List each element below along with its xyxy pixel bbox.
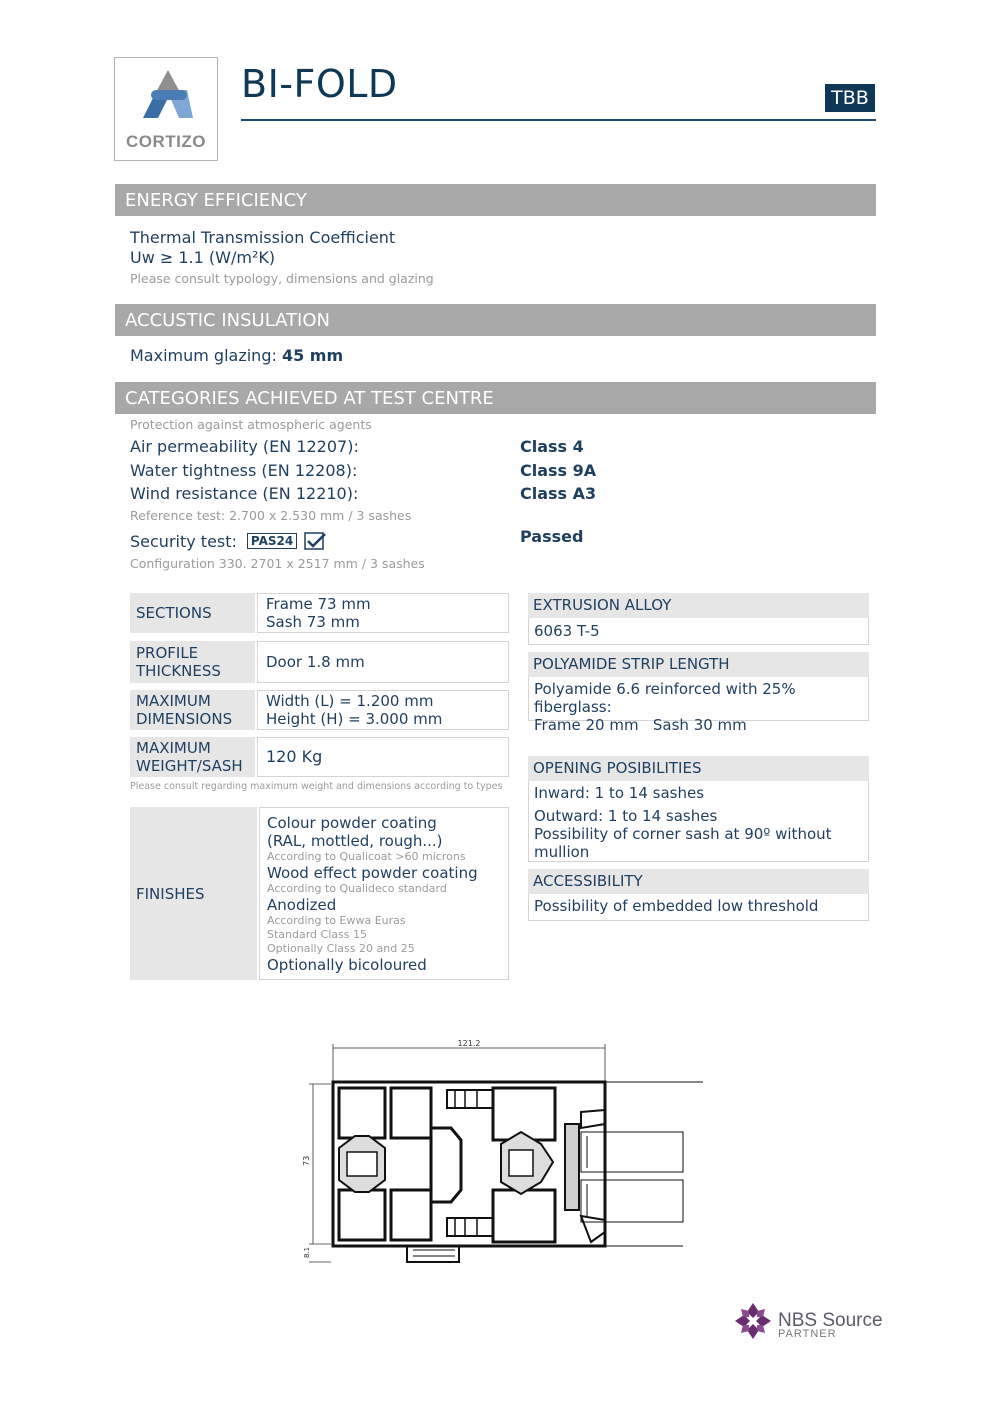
acoustic-label: Maximum glazing: — [130, 346, 282, 365]
reference-test: Reference test: 2.700 x 2.530 mm / 3 sashes — [130, 508, 412, 523]
opening-heading: OPENING POSIBILITIES — [528, 756, 869, 781]
wind-resistance-value: Class A3 — [520, 484, 597, 503]
accessibility-value: Possibility of embedded low threshold — [528, 894, 869, 921]
energy-heading: ENERGY EFFICIENCY — [115, 184, 876, 216]
max-dimensions-value: Width (L) = 1.200 mm Height (H) = 3.000 mm — [257, 690, 509, 730]
specs-note: Please consult regarding maximum weight and dimensions according to types — [130, 781, 503, 792]
logo-text: CORTIZO — [126, 132, 206, 151]
energy-note: Please consult typology, dimensions and glazing — [130, 271, 434, 286]
polyamide-heading: POLYAMIDE STRIP LENGTH — [528, 652, 869, 677]
dim-small: 8.1 — [303, 1246, 311, 1258]
max-dimensions-label: MAXIMUM DIMENSIONS — [130, 690, 255, 730]
acoustic-heading: ACCUSTIC INSULATION — [115, 304, 876, 336]
dim-width: 121.2 — [457, 1039, 481, 1048]
security-test-row — [130, 532, 326, 551]
acoustic-line — [130, 346, 343, 365]
water-tightness-label: Water tightness (EN 12208): — [130, 461, 358, 480]
categories-heading: CATEGORIES ACHIEVED AT TEST CENTRE — [115, 382, 876, 414]
security-value: Passed — [520, 527, 584, 546]
accessibility-heading: ACCESSIBILITY — [528, 869, 869, 894]
configuration-note: Configuration 330. 2701 x 2517 mm / 3 sashes — [130, 556, 425, 571]
cortizo-logo-icon — [141, 68, 195, 124]
polyamide-value: Polyamide 6.6 reinforced with 25% fiberglass: Frame 20 mm Sash 30 mm — [528, 677, 869, 721]
air-permeability-value: Class 4 — [520, 437, 584, 456]
checkmark-icon — [304, 532, 326, 550]
sections-label: SECTIONS — [130, 593, 255, 633]
finishes-label: FINISHES — [130, 807, 257, 980]
partner-label: PARTNER — [778, 1328, 837, 1340]
pas24-badge: PAS24 — [247, 533, 297, 549]
energy-label: Thermal Transmission Coefficient — [130, 228, 396, 247]
partner-name: NBS Source — [778, 1310, 883, 1331]
categories-note: Protection against atmospheric agents — [130, 417, 372, 432]
max-weight-value: 120 Kg — [257, 737, 509, 777]
alloy-value: 6063 T-5 — [528, 618, 869, 645]
profile-thickness-label: PROFILE THICKNESS — [130, 641, 255, 683]
dim-height: 73 — [302, 1155, 311, 1166]
sections-value: Frame 73 mm Sash 73 mm — [257, 593, 509, 633]
tbb-badge: TBB — [825, 84, 875, 112]
profile-thickness-value: Door 1.8 mm — [257, 641, 509, 683]
finishes-value: Colour powder coating (RAL, mottled, rough...) According to Qualicoat >60 microns Wood effect powder coating According to Qualideco standard Anodized According to Ewwa Euras Standard Class 15 Optionally Class 20 and 25 Optionally bicoloured — [259, 807, 509, 980]
opening-value: Inward: 1 to 14 sashes Outward: 1 to 14 sashes Possibility of corner sash at 90º without mullion — [528, 781, 869, 862]
water-tightness-value: Class 9A — [520, 461, 597, 480]
logo — [114, 57, 218, 161]
nbs-logo-icon — [734, 1302, 772, 1340]
page-title: BI-FOLD — [241, 62, 398, 106]
max-weight-label: MAXIMUM WEIGHT/SASH — [130, 737, 255, 777]
acoustic-value: 45 mm — [281, 346, 344, 365]
energy-value: Uw ≥ 1.1 (W/m²K) — [130, 248, 276, 267]
air-permeability-label: Air permeability (EN 12207): — [130, 437, 359, 456]
alloy-heading: EXTRUSION ALLOY — [528, 593, 869, 618]
security-label: Security test: — [130, 532, 237, 551]
profile-section-drawing — [295, 1032, 715, 1272]
title-divider — [241, 119, 876, 121]
wind-resistance-label: Wind resistance (EN 12210): — [130, 484, 359, 503]
